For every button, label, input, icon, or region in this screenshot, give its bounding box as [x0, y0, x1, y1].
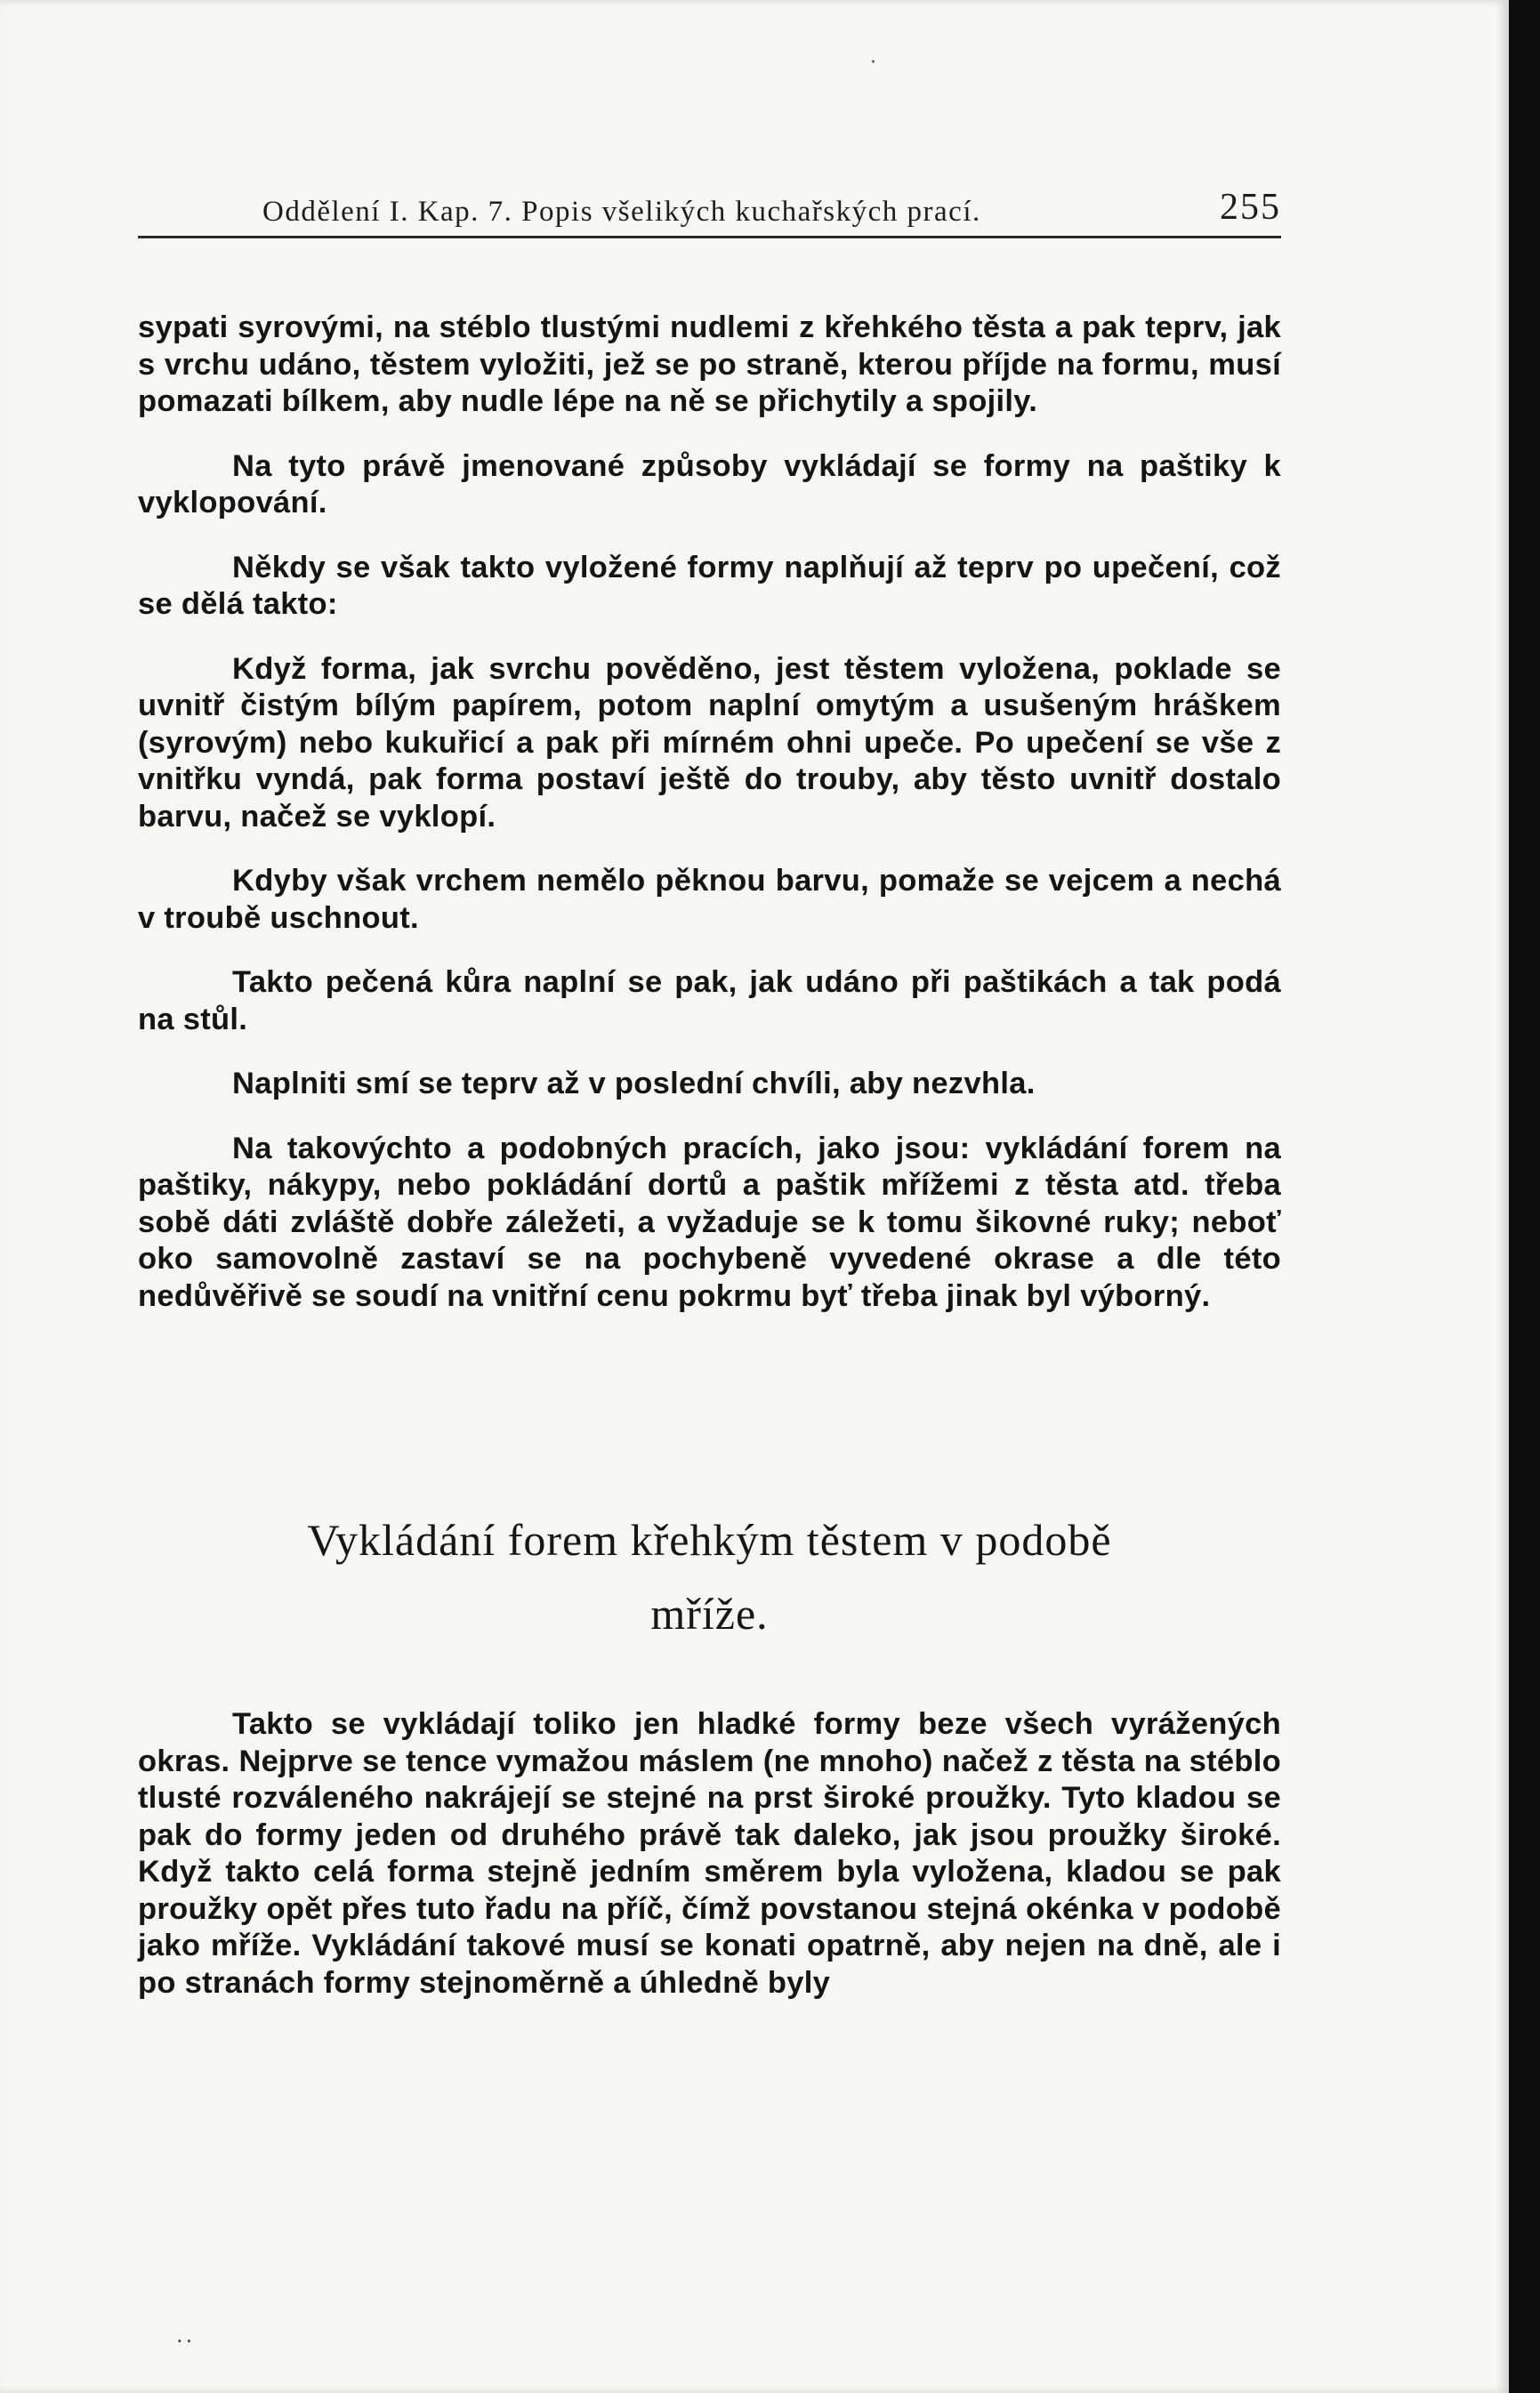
paragraph: Na takovýchto a podobných pracích, jako jsou: vykládání forem na paštiky, nákypy, nebo pokládání dortů a paštik mřížemi z těsta atd. třeba sobě dáti zvláště dobře záležeti, a vyžaduje se k tomu šikovné ruky; neboť oko samovolně zastaví se na pochybeně vyvedené okrase a dle této nedůvěřivě se soudí na vnitřní cenu pokrmu byť třeba jinak byl výborný. — [138, 1131, 1281, 1313]
scan-speck-bottom: ·· — [176, 2329, 196, 2354]
section-heading — [138, 1503, 1281, 1651]
section-heading-line-2: mříže. — [650, 1589, 769, 1639]
page-number: 255 — [1220, 187, 1281, 228]
paragraph: Kdyby však vrchem nemělo pěknou barvu, pomaže se vejcem a nechá v troubě uschnout. — [138, 864, 1281, 935]
section-heading-line-1: Vykládání forem křehkým těstem v podobě — [307, 1515, 1112, 1565]
body-text-bottom — [138, 1706, 1281, 2002]
paragraph: Na tyto právě jmenované způsoby vykládají se formy na paštiky k vyklopování. — [138, 448, 1281, 520]
paragraph: Takto se vykládají toliko jen hladké formy beze všech vyrážených okras. Nejprve se tence vymažou máslem (ne mnoho) načež z těsta na stéblo tlusté rozváleného nakrájejí se stejné na prst široké proužky. Tyto kladou se pak do formy jeden od druhého právě tak daleko, jak jsou proužky široké. Když takto celá forma stejně jedním směrem byla vyložena, kladou se pak proužky opět přes tuto řadu na příč, čímž povstanou stejná okénka v podobě jako mříže. Vykládání takové musí se konati opatrně, aby nejen na dně, ale i po stranách formy stejnoměrně a úhledně byly — [138, 1707, 1281, 2000]
paragraph: Někdy se však takto vyložené formy naplňují až teprv po upečení, což se dělá takto: — [138, 550, 1281, 621]
paragraph: Naplniti smí se teprv až v poslední chvíli, aby nezvhla. — [232, 1067, 1036, 1100]
paragraph-continuation: sypati syrovými, na stéblo tlustými nudlemi z křehkého těsta a pak teprv, jak s vrchu udáno, těstem vyložiti, jež se po straně, kterou příjde na formu, musí pomazati bílkem, aby nudle lépe na ně se přichytily a spojily. — [138, 310, 1281, 418]
running-head: Oddělení I. Kap. 7. Popis všelikých kuchařských prací. — [262, 196, 981, 228]
paragraph: Když forma, jak svrchu pověděno, jest těstem vyložena, poklade se uvnitř čistým bílým papírem, potom naplní omytým a usušeným hráškem (syrovým) nebo kukuřicí a pak při mírném ohni upeče. Po upečení se vše z vnitřku vyndá, pak forma postaví ještě do trouby, aby těsto uvnitř dostalo barvu, načež se vyklopí. — [138, 651, 1281, 834]
body-text-top — [138, 310, 1281, 1315]
paragraph: Takto pečená kůra naplní se pak, jak udáno při paštikách a tak podá na stůl. — [138, 965, 1281, 1036]
scan-speck-top: · — [870, 52, 876, 74]
page-header — [138, 185, 1281, 238]
